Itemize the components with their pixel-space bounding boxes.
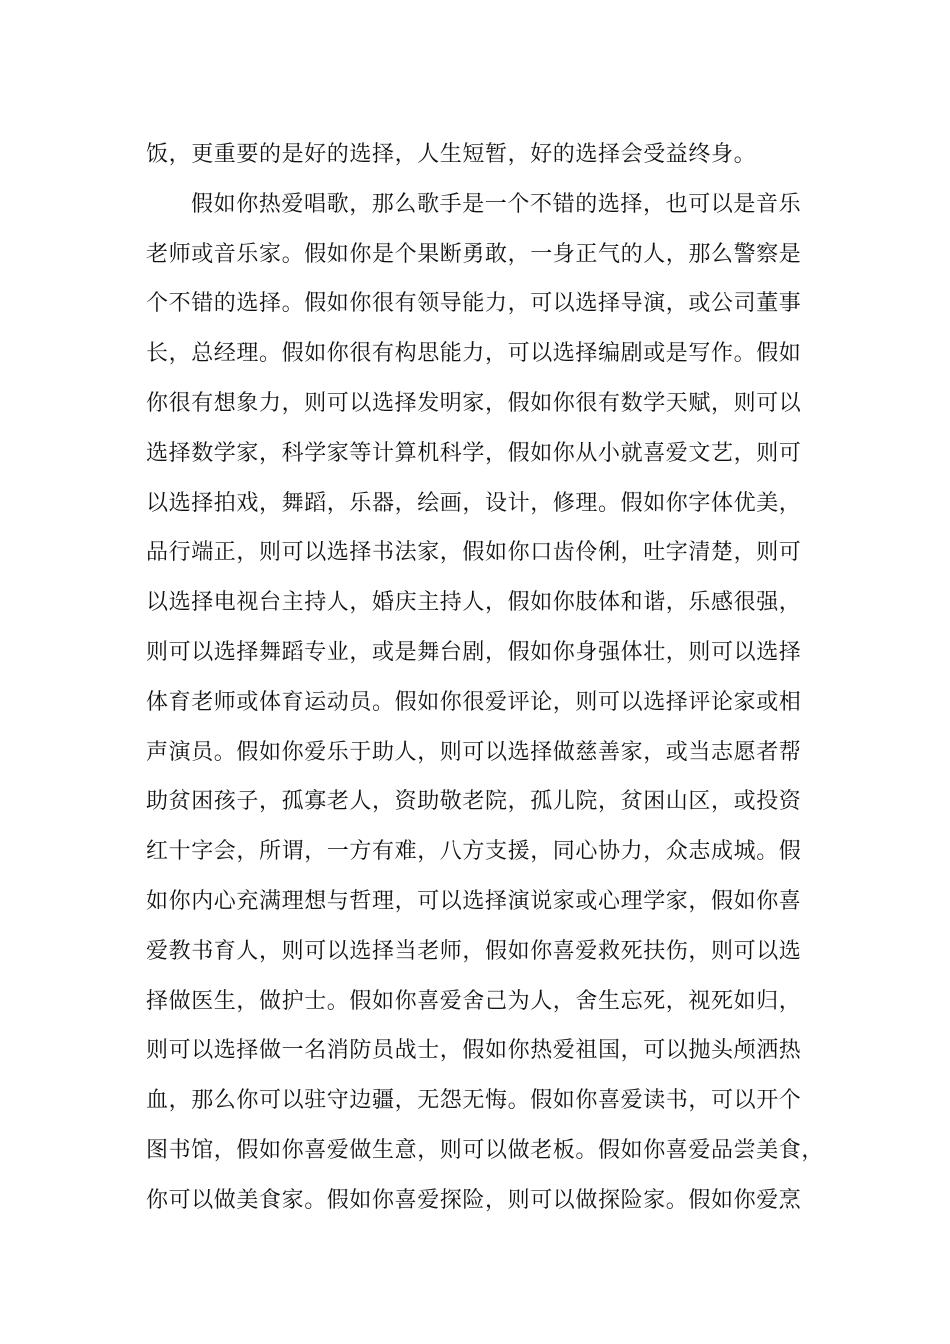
text-line-13: 声演员。假如你爱乐于助人，则可以选择做慈善家，或当志愿者帮 <box>146 739 802 765</box>
text-line-6: 你很有想象力，则可以选择发明家，假如你很有数学天赋，则可以 <box>146 390 802 416</box>
text-line-14: 助贫困孩子，孤寡老人，资助敬老院，孤儿院，贫困山区，或投资 <box>146 789 802 815</box>
text-line-22: 你可以做美食家。假如你喜爱探险，则可以做探险家。假如你爱烹 <box>146 1187 802 1213</box>
text-line-12: 体育老师或体育运动员。假如你很爱评论，则可以选择评论家或相 <box>146 689 802 715</box>
body-text <box>146 130 826 1226</box>
text-line-8: 以选择拍戏，舞蹈，乐器，绘画，设计，修理。假如你字体优美， <box>146 490 802 516</box>
text-line-9: 品行端正，则可以选择书法家，假如你口齿伶俐，吐字清楚，则可 <box>146 540 802 566</box>
text-line-17: 爱教书育人，则可以选择当老师，假如你喜爱救死扶伤，则可以选 <box>146 938 802 964</box>
text-line-3: 老师或音乐家。假如你是个果断勇敢，一身正气的人，那么警察是 <box>146 241 802 267</box>
text-line-20: 血，那么你可以驻守边疆，无怨无悔。假如你喜爱读书，可以开个 <box>146 1088 802 1114</box>
text-line-19: 则可以选择做一名消防员战士，假如你热爱祖国，可以抛头颅洒热 <box>146 1038 802 1064</box>
text-line-1: 饭，更重要的是好的选择，人生短暂，好的选择会受益终身。 <box>146 142 757 167</box>
text-line-4: 个不错的选择。假如你很有领导能力，可以选择导演，或公司董事 <box>146 291 802 317</box>
text-line-18: 择做医生，做护士。假如你喜爱舍己为人，舍生忘死，视死如归， <box>146 988 802 1014</box>
text-line-10: 以选择电视台主持人，婚庆主持人，假如你肢体和谐，乐感很强， <box>146 590 802 616</box>
text-line-11: 则可以选择舞蹈专业，或是舞台剧，假如你身强体壮，则可以选择 <box>146 639 802 665</box>
text-line-5: 长，总经理。假如你很有构思能力，可以选择编剧或是写作。假如 <box>146 341 802 367</box>
text-line-16: 如你内心充满理想与哲理，可以选择演说家或心理学家，假如你喜 <box>146 888 802 914</box>
text-line-2: 假如你热爱唱歌，那么歌手是一个不错的选择，也可以是音乐 <box>191 191 802 217</box>
text-line-15: 红十字会，所谓，一方有难，八方支援，同心协力，众志成城。假 <box>146 839 802 865</box>
text-line-7: 选择数学家，科学家等计算机科学，假如你从小就喜爱文艺，则可 <box>146 440 802 466</box>
text-line-21: 图书馆，假如你喜爱做生意，则可以做老板。假如你喜爱品尝美食， <box>146 1137 825 1163</box>
